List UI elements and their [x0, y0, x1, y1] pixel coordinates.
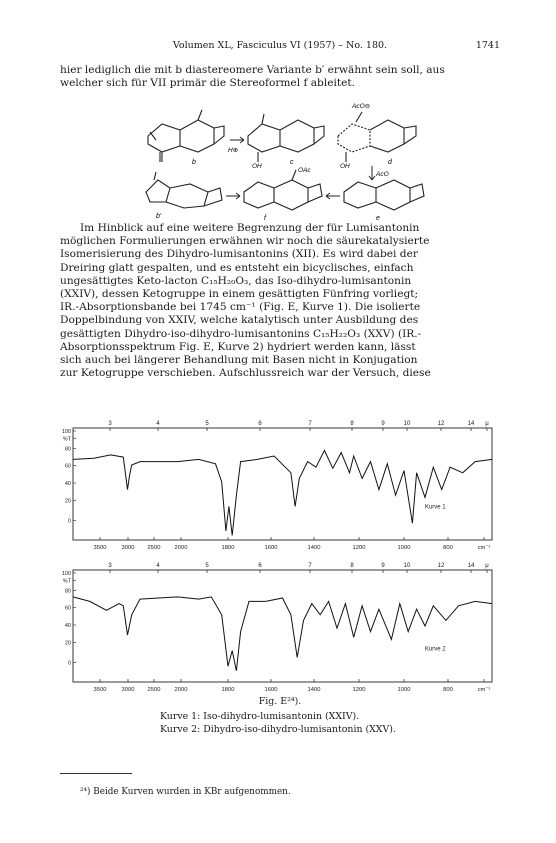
- y-axis-tick-label: 80: [64, 446, 71, 453]
- substituent-label: OH: [340, 163, 350, 170]
- top-axis-tick-label: 5: [205, 421, 209, 427]
- text-line: Im Hinblick auf eine weitere Begrenzung der für Lumisantonin: [80, 222, 420, 234]
- text-line: Isomerisierung des Dihydro-lumisantonins (XII). Es wird dabei der: [60, 248, 418, 261]
- y-axis-tick-label: %T: [62, 578, 71, 585]
- scheme-label: d: [388, 159, 392, 166]
- y-axis-tick-label: 100: [61, 429, 71, 435]
- caption-line: Kurve 1: Iso-dihydro-lumisantonin (XXIV).: [160, 711, 360, 722]
- bottom-axis-tick-label: 1800: [221, 545, 235, 551]
- footnote: ²⁴) Beide Kurven wurden in KBr aufgenommen.: [80, 787, 291, 797]
- spectrum-curve: [73, 450, 492, 535]
- curve-label: Kurve 2: [424, 646, 446, 653]
- top-axis-tick-label: μ: [485, 563, 489, 569]
- bottom-axis-tick-label: 1200: [352, 545, 366, 551]
- top-axis-tick-label: 10: [403, 563, 411, 569]
- top-axis-tick-label: 8: [350, 563, 354, 569]
- bottom-axis-tick-label: cm⁻¹: [477, 545, 491, 551]
- top-axis-tick-label: 3: [108, 421, 112, 427]
- top-axis-tick-label: μ: [485, 421, 489, 427]
- scheme-label: c: [290, 159, 294, 166]
- text-line: möglichen Formulierungen erwähnen wir noch die säurekatalysierte: [60, 235, 430, 248]
- figure-title: Fig. E²⁴).: [258, 696, 302, 707]
- top-axis-tick-label: 6: [258, 563, 262, 569]
- scheme-label: f: [264, 215, 266, 222]
- bottom-axis-tick-label: 1000: [397, 687, 411, 693]
- bottom-axis-tick-label: 1200: [352, 687, 366, 693]
- scheme-label: b′: [156, 213, 162, 220]
- top-axis-tick-label: 9: [381, 563, 385, 569]
- y-axis-tick-label: 80: [64, 588, 71, 595]
- reagent-label: AcO: [376, 171, 389, 178]
- y-axis-tick-label: 0: [67, 660, 71, 667]
- text-line: sich auch bei längerer Behandlung mit Basen nicht in Konjugation: [60, 354, 418, 367]
- y-axis-tick-label: 40: [64, 481, 71, 487]
- top-axis-tick-label: 9: [381, 421, 385, 427]
- y-axis-tick-label: 40: [64, 623, 71, 629]
- bottom-axis-tick-label: 2000: [174, 687, 188, 693]
- top-axis-tick-label: 6: [258, 421, 262, 427]
- bottom-axis-tick-label: cm⁻¹: [477, 687, 491, 693]
- text-line: ungesättigtes Keto-lacton C₁₅H₂₀O₃, das Iso-dihydro-lumisantonin: [60, 274, 412, 287]
- bottom-axis-tick-label: 800: [443, 545, 453, 551]
- y-axis-tick-label: 20: [64, 640, 71, 647]
- footnote-rule: [60, 773, 132, 774]
- bottom-axis-tick-label: 1800: [221, 687, 235, 693]
- caption-line: Kurve 2: Dihydro-iso-dihydro-lumisantonin (XXV).: [160, 724, 396, 735]
- top-axis-tick-label: 14: [467, 563, 475, 569]
- y-axis-tick-label: 100: [61, 571, 71, 577]
- scheme-label: e: [376, 215, 380, 222]
- top-axis-tick-label: 7: [308, 421, 312, 427]
- top-axis-tick-label: 5: [205, 563, 209, 569]
- page-number: 1741: [475, 40, 500, 51]
- bottom-axis-tick-label: 2500: [147, 687, 161, 693]
- top-axis-tick-label: 3: [108, 563, 112, 569]
- bottom-axis-tick-label: 1600: [264, 687, 278, 693]
- y-axis-tick-label: 20: [64, 498, 71, 505]
- reagent-label: H⊕: [228, 147, 239, 154]
- bottom-axis-tick-label: 3500: [93, 545, 107, 551]
- spectrum-curve: [73, 597, 492, 671]
- bottom-axis-tick-label: 2000: [174, 545, 188, 551]
- text-line: gesättigten Dihydro-iso-dihydro-lumisantonins C₁₅H₂₂O₃ (XXV) (IR.-: [60, 327, 422, 340]
- top-axis-tick-label: 12: [437, 421, 445, 427]
- bottom-axis-tick-label: 1600: [264, 545, 278, 551]
- top-axis-tick-label: 8: [350, 421, 354, 427]
- curve-label: Kurve 1: [424, 504, 446, 511]
- spectrum-frame: [73, 570, 492, 682]
- top-axis-tick-label: 12: [437, 563, 445, 569]
- scheme-label: b: [192, 159, 196, 166]
- text-line: Dreiring glatt gespalten, und es entsteht ein bicyclisches, einfach: [60, 261, 414, 274]
- y-axis-tick-label: 0: [67, 518, 71, 525]
- bottom-axis-tick-label: 3000: [121, 545, 135, 551]
- text-line: welcher sich für VII primär die Stereoformel f ableitet.: [60, 77, 356, 90]
- bottom-axis-tick-label: 1400: [307, 687, 321, 693]
- y-axis-tick-label: %T: [62, 436, 71, 443]
- bottom-axis-tick-label: 3000: [121, 687, 135, 693]
- bottom-axis-tick-label: 1000: [397, 545, 411, 551]
- text-line: (XXIV), dessen Ketogruppe in einem gesättigten Fünfring vorliegt;: [60, 288, 419, 301]
- reagent-label: AcO⊖: [352, 103, 371, 110]
- top-axis-tick-label: 4: [156, 563, 160, 569]
- substituent-label: OAc: [298, 167, 311, 174]
- journal-reference: Volumen XL, Fasciculus VI (1957) – No. 180.: [172, 40, 388, 51]
- text-line: zur Ketogruppe verschieben. Aufschlussreich war der Versuch, diese: [60, 367, 431, 380]
- top-axis-tick-label: 4: [156, 421, 160, 427]
- text-line: Doppelbindung von XXIV, welche katalytisch unter Ausbildung des: [60, 314, 419, 327]
- top-axis-tick-label: 10: [403, 421, 411, 427]
- text-line: Absorptionsspektrum Fig. E, Kurve 2) hydriert werden kann, lässt: [60, 340, 416, 353]
- text-line: hier lediglich die mit b diastereomere Variante b′ erwähnt sein soll, aus: [60, 64, 445, 76]
- y-axis-tick-label: 60: [64, 605, 71, 612]
- bottom-axis-tick-label: 1400: [307, 545, 321, 551]
- bottom-axis-tick-label: 800: [443, 687, 453, 693]
- bottom-axis-tick-label: 2500: [147, 545, 161, 551]
- text-line: IR.-Absorptionsbande bei 1745 cm⁻¹ (Fig. E, Kurve 1). Die isolierte: [60, 301, 421, 314]
- y-axis-tick-label: 60: [64, 463, 71, 470]
- top-axis-tick-label: 14: [467, 421, 475, 427]
- top-axis-tick-label: 7: [308, 563, 312, 569]
- substituent-label: OH: [252, 163, 262, 170]
- bottom-axis-tick-label: 3500: [93, 687, 107, 693]
